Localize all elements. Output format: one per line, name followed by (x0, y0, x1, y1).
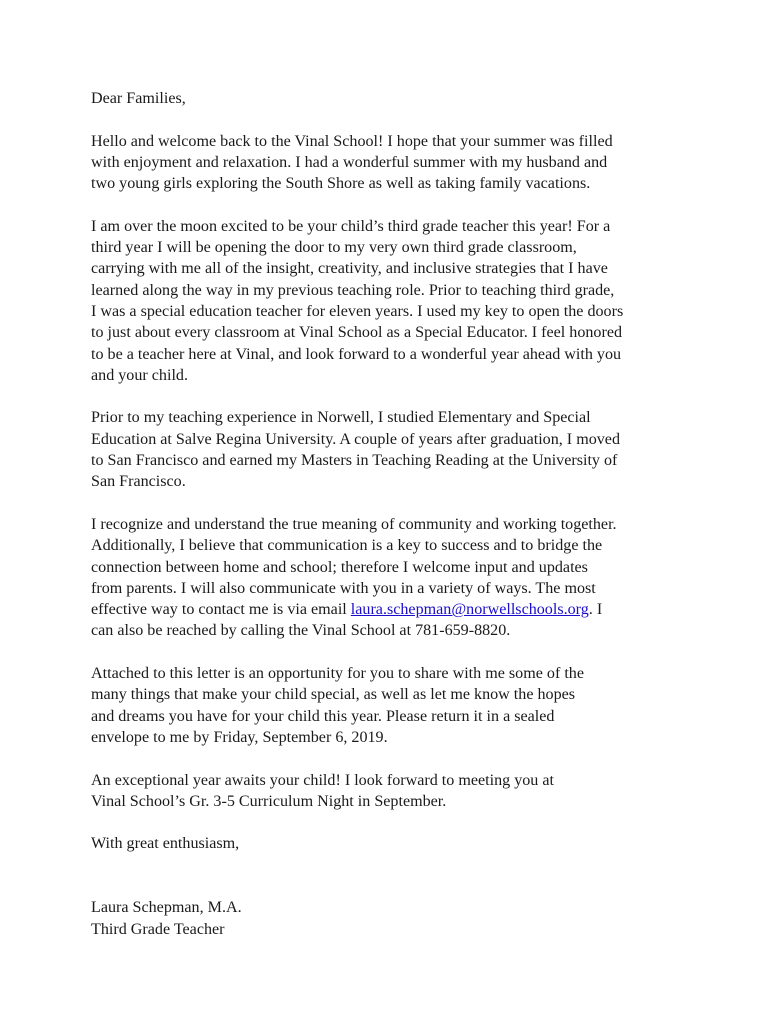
paragraph-closing-remarks (91, 770, 691, 813)
salutation: Dear Families, (91, 90, 186, 107)
paragraph-line: and your child. (91, 366, 188, 384)
paragraph-line: two young girls exploring the South Shore as well as taking family vacations. (91, 175, 591, 193)
email-link[interactable]: laura.schepman@norwellschools.org (350, 601, 589, 619)
paragraph-education (91, 407, 691, 492)
paragraph-gap (91, 812, 691, 833)
signature-gap (91, 855, 691, 898)
paragraph-line: Attached to this letter is an opportunity for you to share with me some of the (91, 665, 584, 683)
paragraph-line: San Francisco. (91, 473, 186, 491)
signature-title: Third Grade Teacher (91, 920, 225, 938)
email-prefix: effective way to contact me is via email (91, 601, 351, 619)
paragraph-gap (91, 748, 691, 769)
paragraph-line: and dreams you have for your child this year. Please return it in a sealed (91, 707, 555, 725)
paragraph-line: Additionally, I believe that communication is a key to success and to bridge the (91, 537, 603, 555)
paragraph-line: Vinal School’s Gr. 3-5 Curriculum Night in September. (91, 792, 447, 810)
paragraph-line: learned along the way in my previous teaching role. Prior to teaching third grade, (91, 281, 615, 299)
paragraph-line: with enjoyment and relaxation. I had a wonderful summer with my husband and (91, 153, 608, 171)
paragraph-communication (91, 514, 691, 642)
paragraph-welcome (91, 131, 691, 195)
paragraph-gap (91, 194, 691, 215)
paragraph-attachment (91, 663, 691, 748)
paragraph-line: to be a teacher here at Vinal, and look forward to a wonderful year ahead with you (91, 345, 622, 363)
paragraph-gap (91, 109, 691, 130)
paragraph-line: to just about every classroom at Vinal School as a Special Educator. I feel honored (91, 324, 623, 342)
paragraph-line: I recognize and understand the true meaning of community and working together. (91, 515, 617, 533)
email-line (91, 599, 691, 620)
paragraph-line: from parents. I will also communicate with you in a variety of ways. The most (91, 579, 596, 597)
paragraph-introduction (91, 216, 691, 386)
paragraph-gap (91, 386, 691, 407)
paragraph-line: An exceptional year awaits your child! I look forward to meeting you at (91, 771, 554, 789)
email-suffix: . I (588, 601, 603, 619)
paragraph-line: third year I will be opening the door to my very own third grade classroom, (91, 239, 577, 257)
paragraph-line: Education at Salve Regina University. A couple of years after graduation, I moved (91, 430, 620, 448)
letter-body (91, 88, 691, 940)
paragraph-line: many things that make your child special, as well as let me know the hopes (91, 686, 576, 704)
paragraph-gap (91, 493, 691, 514)
paragraph-line: can also be reached by calling the Vinal School at 781-659-8820. (91, 622, 511, 640)
paragraph-line: Hello and welcome back to the Vinal School! I hope that your summer was filled (91, 132, 613, 150)
paragraph-line: to San Francisco and earned my Masters in Teaching Reading at the University of (91, 452, 618, 470)
closing: With great enthusiasm, (91, 835, 240, 853)
paragraph-line: I am over the moon excited to be your child’s third grade teacher this year! For a (91, 217, 611, 235)
paragraph-line: Prior to my teaching experience in Norwell, I studied Elementary and Special (91, 409, 591, 427)
paragraph-line: connection between home and school; therefore I welcome input and updates (91, 558, 588, 576)
paragraph-line: carrying with me all of the insight, creativity, and inclusive strategies that I have (91, 260, 608, 278)
paragraph-gap (91, 642, 691, 663)
paragraph-line: envelope to me by Friday, September 6, 2019. (91, 728, 388, 746)
signature-name: Laura Schepman, M.A. (91, 899, 242, 917)
paragraph-line: I was a special education teacher for eleven years. I used my key to open the doors (91, 302, 624, 320)
